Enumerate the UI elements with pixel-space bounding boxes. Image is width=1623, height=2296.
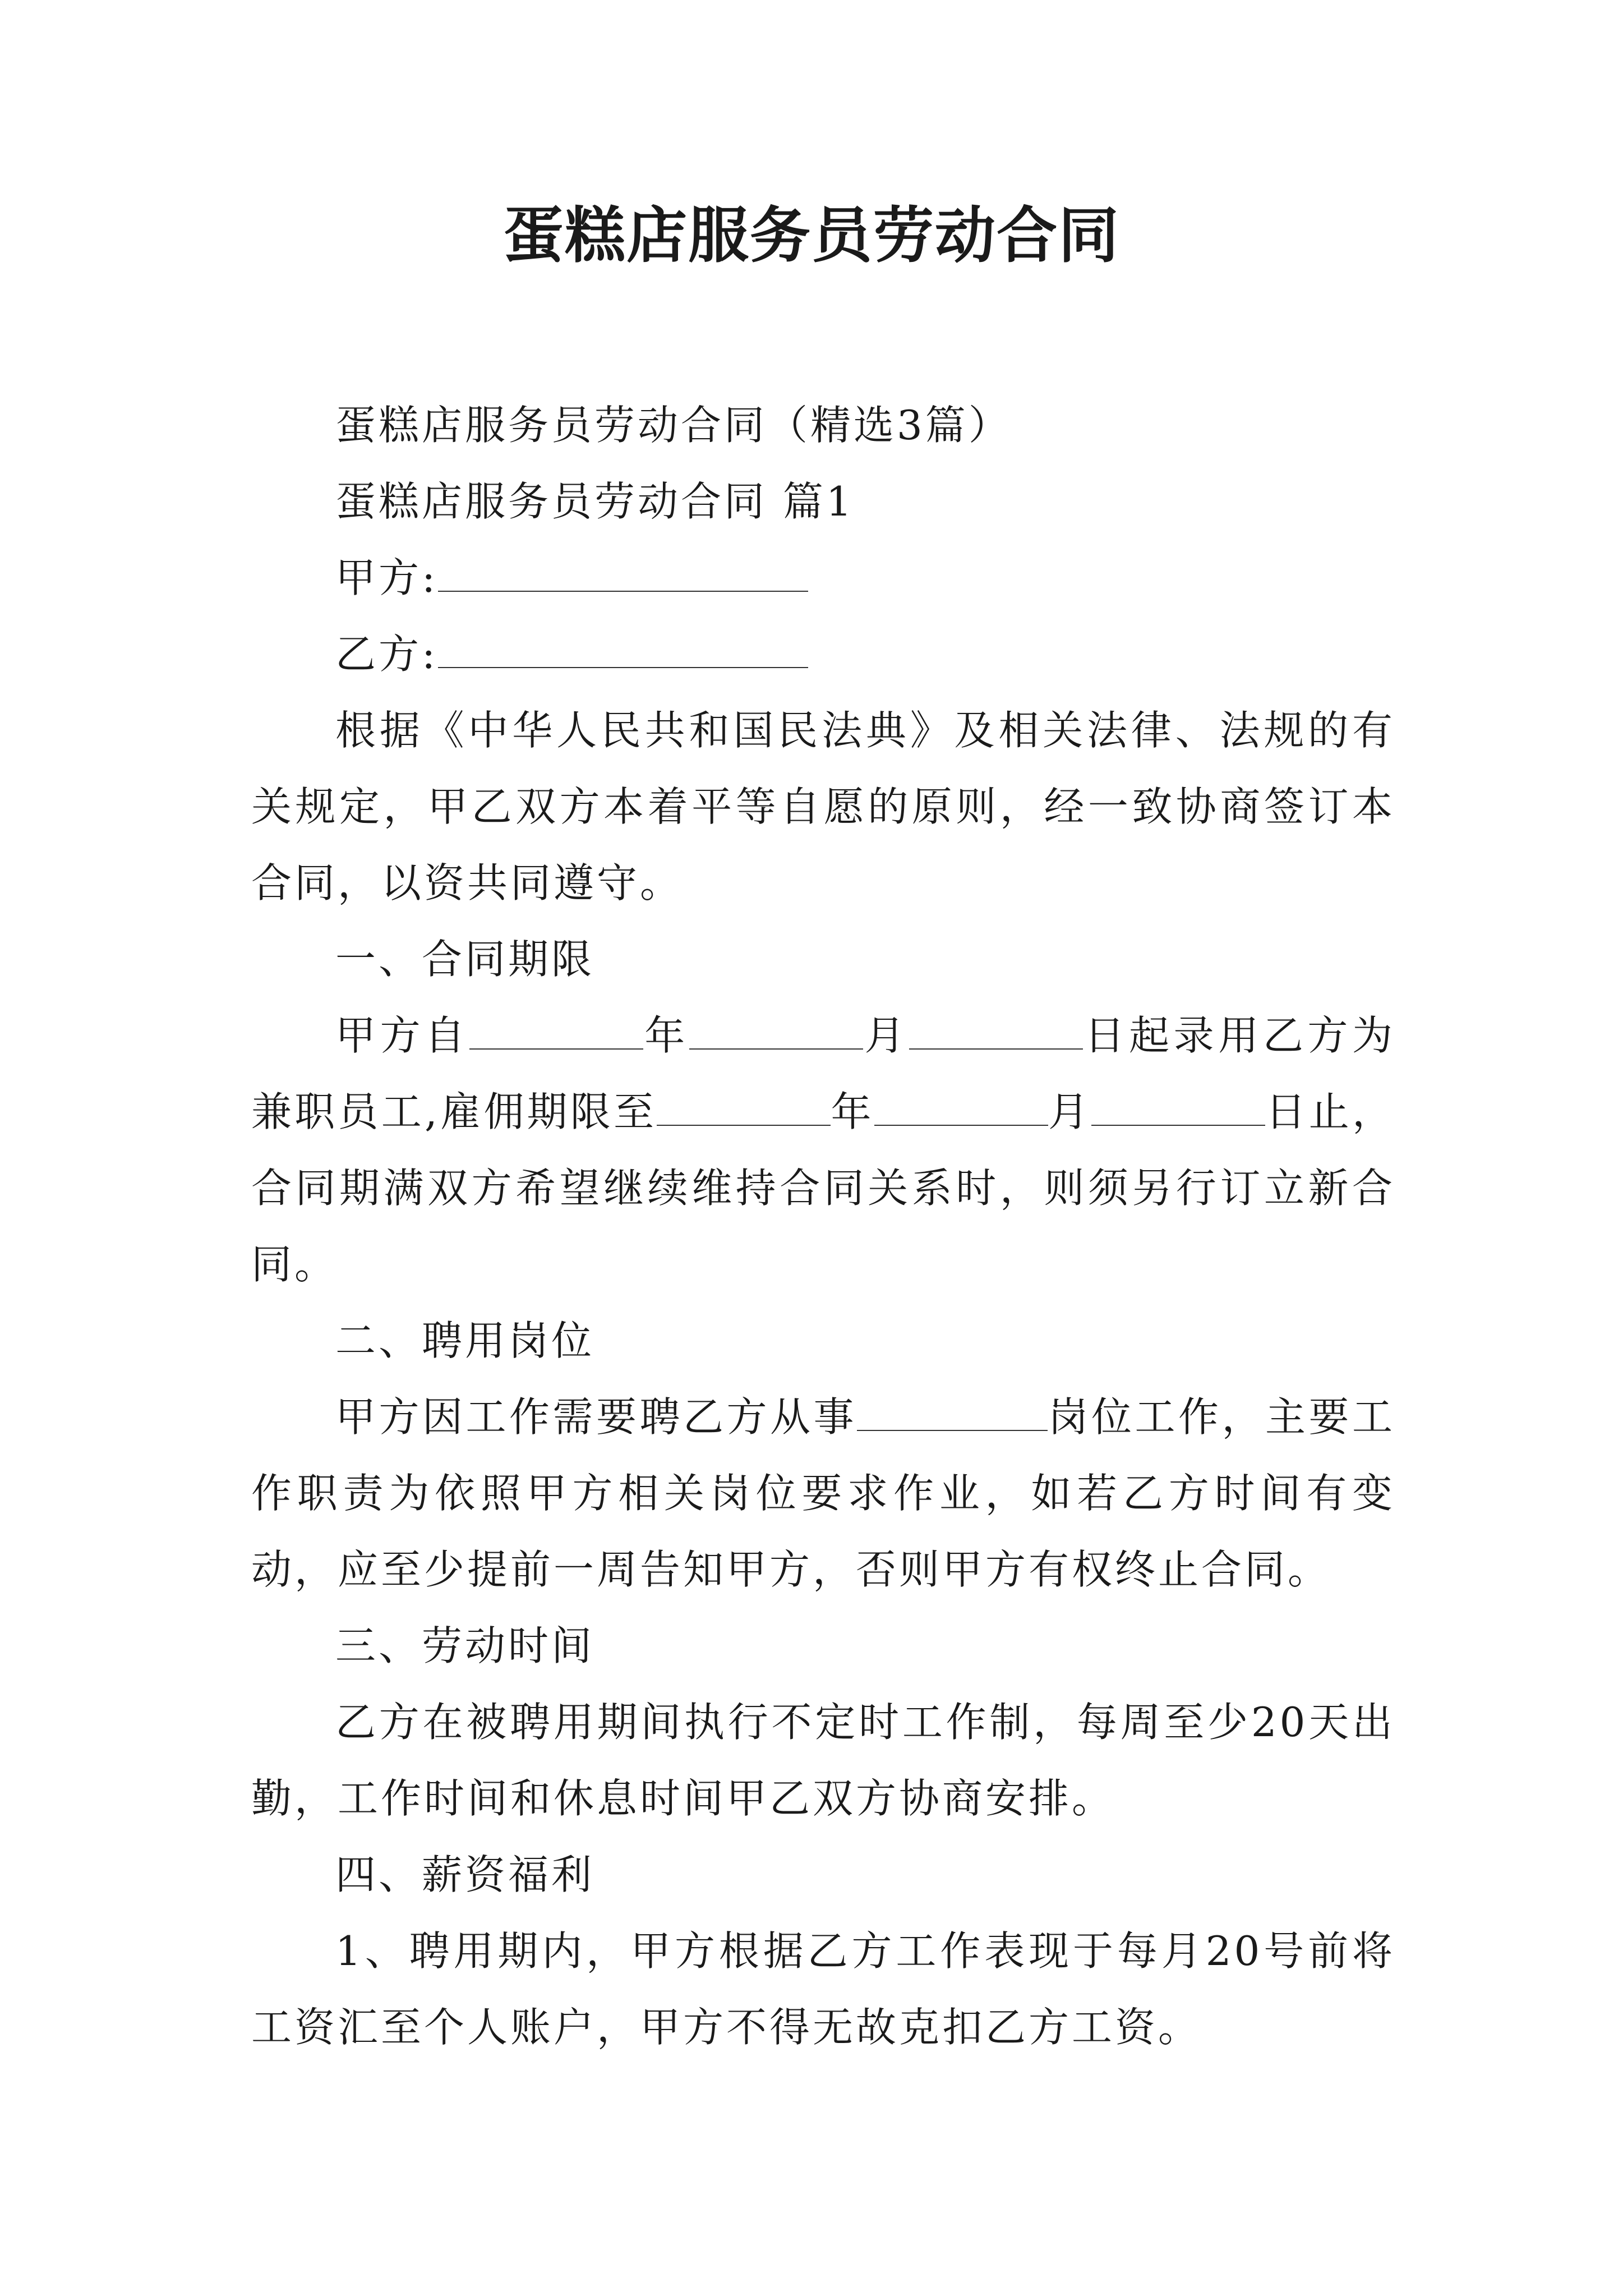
document-title: 蛋糕店服务员劳动合同 xyxy=(502,200,1120,271)
section2-text-b: 岗位工作，主要工作职责为依照甲方相关岗位要求作业，如若乙方时间有变动，应至少提前一周告知甲方，否则甲方有权终止合同。 xyxy=(251,1393,1395,1593)
section4-item1: 1、聘用期内，甲方根据乙方工作表现于每月20号前将工资汇至个人账户，甲方不得无故克扣乙方工资。 xyxy=(251,1927,1395,2051)
party-b-blank xyxy=(438,633,808,668)
end-month-blank xyxy=(874,1091,1048,1126)
section1-text-a: 甲方自 xyxy=(335,1012,469,1059)
section1-text-d: 日起录用乙方为兼职员工,雇佣期限至 xyxy=(251,1012,1395,1135)
section1-text-c: 月 xyxy=(863,1012,909,1059)
section4-heading: 四、薪资福利 xyxy=(335,1851,595,1898)
section2-paragraph xyxy=(251,1379,1395,1608)
party-b-label: 乙方: xyxy=(335,631,439,678)
section1-text-g: 日止，合同期满双方希望继续维持合同关系时，则须另行订立新合同。 xyxy=(251,1088,1395,1288)
party-b-line xyxy=(335,616,808,692)
party-a-line xyxy=(335,540,808,616)
start-day-blank xyxy=(909,1015,1083,1050)
part-heading: 蛋糕店服务员劳动合同 篇1 xyxy=(335,478,855,525)
party-a-blank xyxy=(438,557,808,592)
party-a-label: 甲方: xyxy=(335,554,439,601)
start-year-blank xyxy=(469,1015,643,1050)
section2-heading: 二、聘用岗位 xyxy=(335,1317,595,1364)
end-day-blank xyxy=(1091,1091,1265,1126)
start-month-blank xyxy=(689,1015,863,1050)
end-year-blank xyxy=(657,1091,831,1126)
section1-text-b: 年 xyxy=(643,1012,689,1059)
section2-text-a: 甲方因工作需要聘乙方从事 xyxy=(335,1393,857,1441)
position-blank xyxy=(857,1396,1048,1431)
section1-text-e: 年 xyxy=(831,1088,874,1135)
section3-paragraph: 乙方在被聘用期间执行不定时工作制，每周至少20天出勤，工作时间和休息时间甲乙双方协商安排。 xyxy=(251,1699,1395,1822)
section1-text-f: 月 xyxy=(1048,1088,1092,1135)
section1-heading: 一、合同期限 xyxy=(335,936,595,983)
section3-heading: 三、劳动时间 xyxy=(335,1622,595,1669)
document-subtitle: 蛋糕店服务员劳动合同（精选3篇） xyxy=(335,402,1012,449)
section1-paragraph xyxy=(251,997,1395,1303)
intro-paragraph: 根据《中华人民共和国民法典》及相关法律、法规的有关规定，甲乙双方本着平等自愿的原则，经一致协商签订本合同，以资共同遵守。 xyxy=(251,707,1395,907)
